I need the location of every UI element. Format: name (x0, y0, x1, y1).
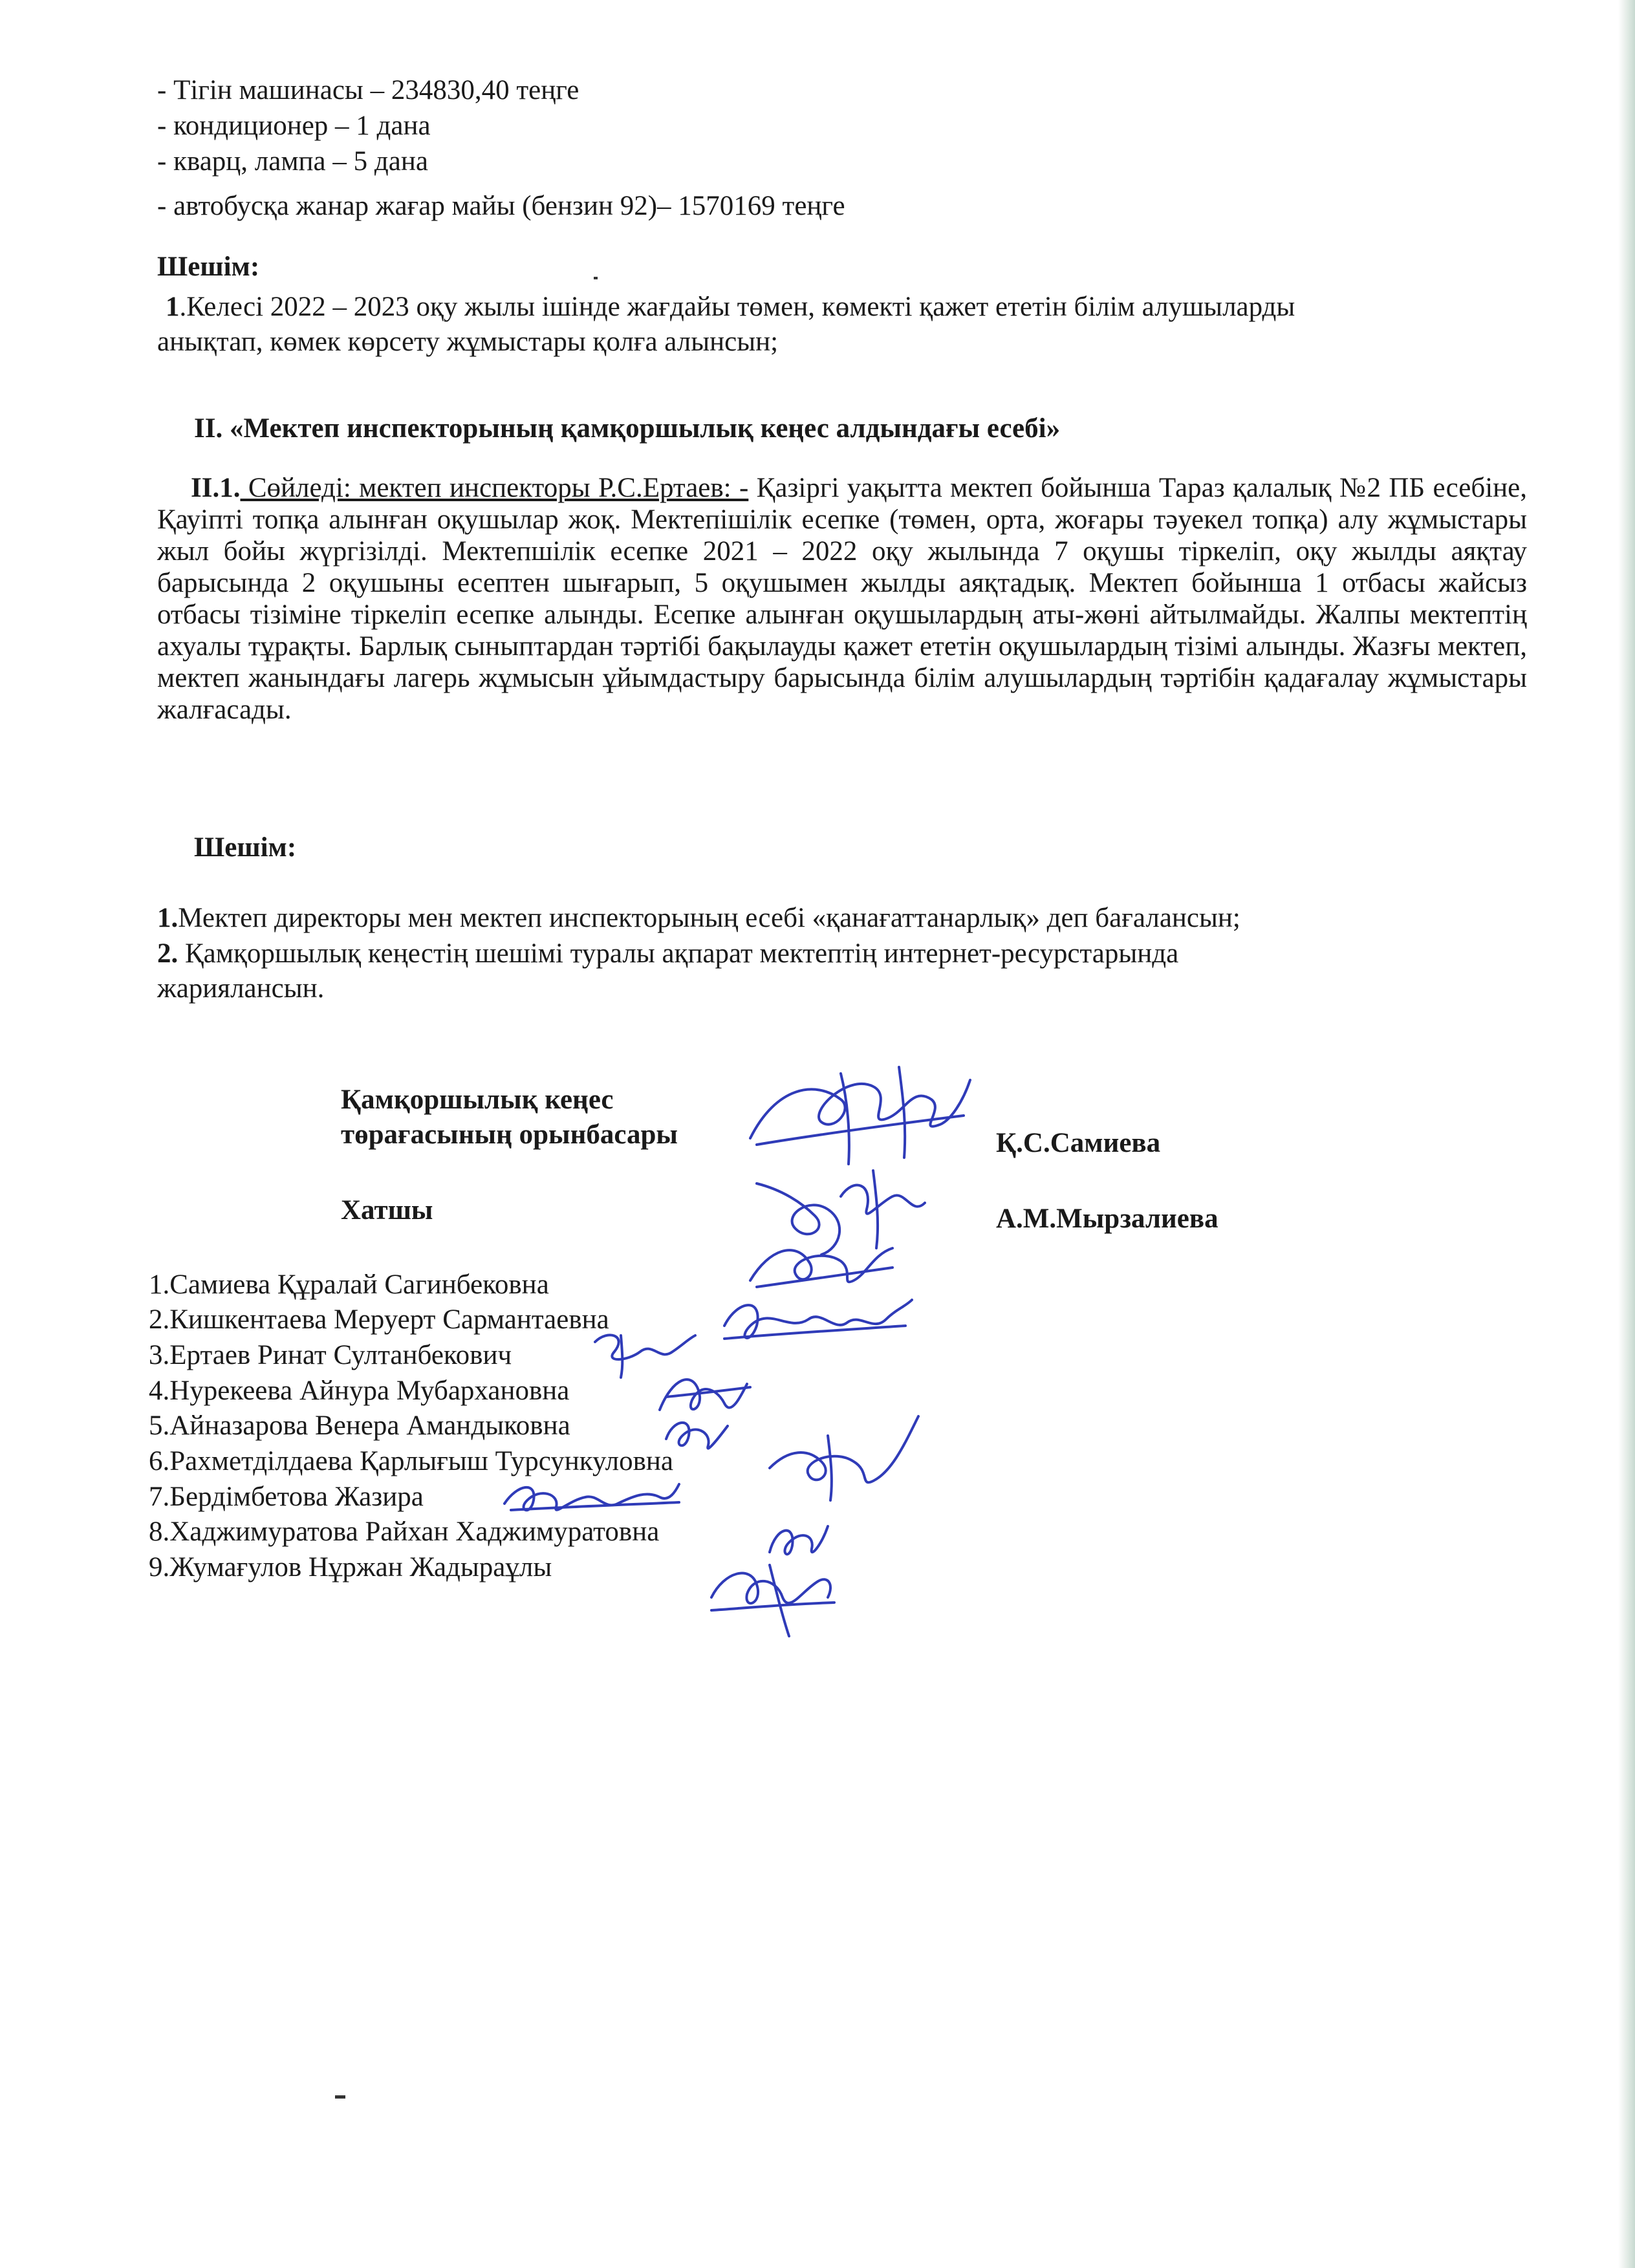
list-item: - кондиционер – 1 дана (157, 111, 431, 141)
member-item: 6.Рахметділдаева Қарлығыш Турсункуловна (149, 1446, 674, 1476)
decision-item-text: Мектеп директоры мен мектеп инспекторының есебі «қанағаттанарлық» деп бағалансын; (178, 903, 1240, 933)
member-item: 1.Самиева Құралай Сагинбековна (149, 1269, 549, 1300)
decision-item-continuation: жариялансын. (157, 973, 325, 1004)
list-item: - автобусқа жанар жағар майы (бензин 92)– 1570169 теңге (157, 191, 845, 221)
decision-item-number: 2. (157, 938, 179, 969)
signature-member-2 (711, 1287, 918, 1358)
signature-secretary (744, 1158, 938, 1261)
signature-member-1 (737, 1235, 905, 1300)
report-paragraph (157, 472, 1527, 726)
signature-member-8 (757, 1513, 834, 1571)
signature-member-6 (757, 1410, 925, 1507)
member-item: 8.Хаджимуратова Райхан Хаджимуратовна (149, 1517, 660, 1547)
signatory-name: Қ.С.Самиева (996, 1128, 1161, 1158)
decision-item-number: 1. (157, 903, 179, 933)
scan-edge (1618, 0, 1635, 2268)
decision-item (157, 902, 1240, 934)
decision-item-continuation: анықтап, көмек көрсету жұмыстары қолға алынсын; (157, 327, 779, 357)
decision-heading: Шешім: (157, 252, 260, 282)
member-item: 9.Жумағулов Нұржан Жадыраұлы (149, 1552, 552, 1582)
member-item: 4.Нурекеева Айнура Мубархановна (149, 1376, 570, 1406)
signature-member-4 (647, 1365, 757, 1429)
member-item: 7.Бердімбетова Жазира (149, 1482, 424, 1512)
member-item: 5.Айназарова Венера Амандыковна (149, 1410, 570, 1441)
decision-item-number: 1 (166, 292, 180, 322)
report-number: II.1. (191, 473, 241, 503)
decision-item-text: Қамқоршылық кеңестің шешімі туралы ақпарат мектептің интернет-ресурстарында (178, 938, 1179, 969)
report-speaker: Сөйледі: мектеп инспекторы Р.С.Ертаев: - (240, 473, 749, 503)
decision-item (166, 291, 1295, 323)
decision-item-text: .Келесі 2022 – 2023 оқу жылы ішінде жағдайы төмен, көмекті қажет ететін білім алушыларды (179, 292, 1295, 322)
member-item: 3.Ертаев Ринат Султанбекович (149, 1340, 512, 1370)
list-item: - Тігін машинасы – 234830,40 теңге (157, 75, 579, 105)
signatory-name: А.М.Мырзалиева (996, 1204, 1218, 1234)
decision-item (157, 938, 1178, 970)
member-item: 2.Кишкентаева Меруерт Сармантаевна (149, 1304, 609, 1335)
signatory-role: Хатшы (341, 1195, 433, 1226)
scan-speck (594, 277, 598, 279)
signature-member-9 (698, 1552, 841, 1643)
signature-deputy-chair (737, 1061, 983, 1177)
report-text: Қазіргі уақытта мектеп бойынша Тараз қалалық №2 ПБ есебіне, Қауіпті топқа алынған оқушылар жоқ. Мектепішілік есепке (төмен, орта, жоғары тәуекел топқа) алу жұмыстары жыл бойы жүргізілді. Мектепшілік есепке 2021 – 2022 оқу жылында 7 оқушы тіркеліп, оқу жылды аяқтау барысында 2 оқушыны есептен шығарып, 5 оқушымен жылды аяқтадық. Мектеп бойынша 1 отбасы жайсыз отбасы тізіміне тіркеліп есепке алынды. Есепке алынған оқушылардың аты-жөні айтылмайды. Жалпы мектептің ахуалы тұрақты. Барлық сыныптардан тәртібі бақылауды қажет ететін оқушылардың тізімі алынды. Жазғы мектеп, мектеп жанындағы лагерь жұмысын ұйымдастыру барысында білім алушылардың тәртібін қадағалау жұмыстары жалғасады. (157, 473, 1527, 725)
list-item: - кварц, лампа – 5 дана (157, 146, 428, 177)
decision-heading: Шешім: (194, 832, 297, 863)
signatory-role: төрағасының орынбасары (341, 1119, 678, 1150)
scan-speck (335, 2095, 345, 2099)
section-title: II. «Мектеп инспекторының қамқоршылық кеңес алдындағы есебі» (194, 413, 1061, 444)
signatory-role: Қамқоршылық кеңес (341, 1085, 614, 1115)
